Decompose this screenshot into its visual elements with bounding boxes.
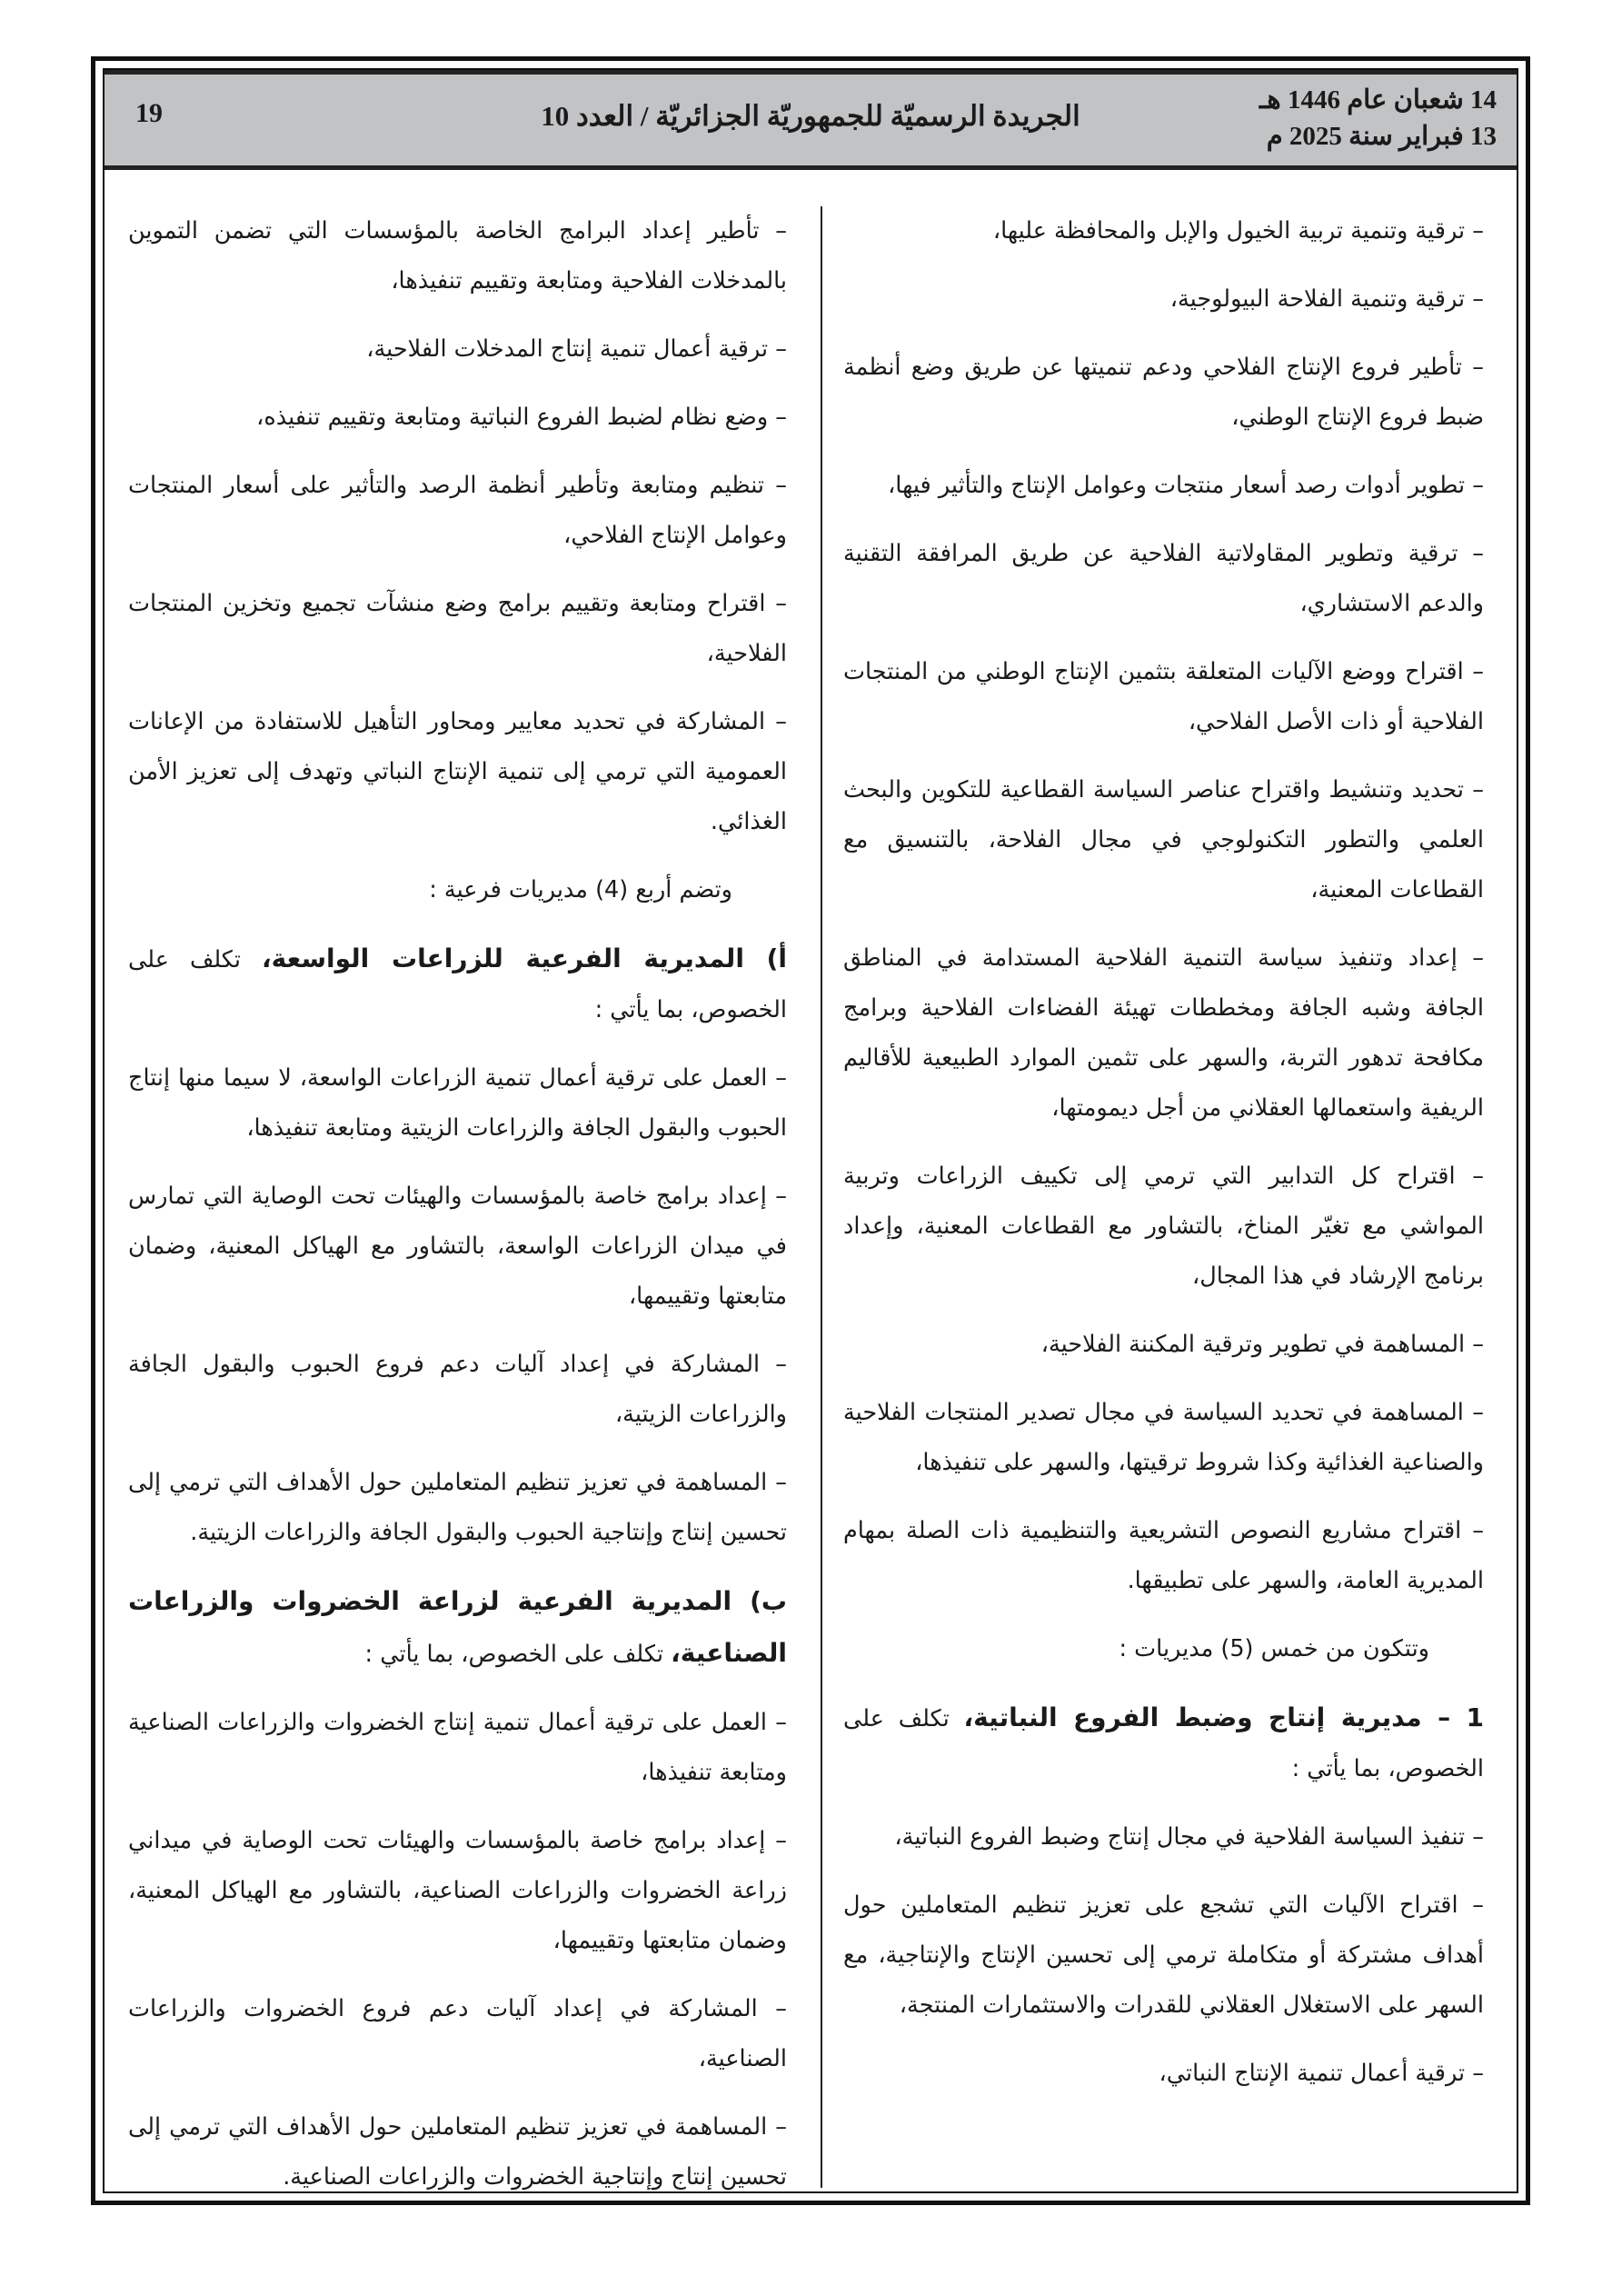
paragraph [843, 2049, 1484, 2099]
paragraph [128, 1172, 787, 1322]
page-frame [91, 56, 1530, 2205]
paragraph [128, 1984, 787, 2084]
page-number: 19 [135, 98, 163, 128]
gazette-title: الجريدة الرسميّة للجمهوريّة الجزائريّة / العدد 10 [541, 100, 1080, 132]
paragraph [843, 1624, 1484, 1674]
paragraph [843, 1320, 1484, 1370]
paragraph-text: – اقتراح ومتابعة وتقييم برامج وضع منشآت تجميع وتخزين المنتجات الفلاحية، [128, 590, 787, 667]
paragraph [128, 206, 787, 306]
paragraph-text: – اقتراح مشاريع النصوص التشريعية والتنظيمية ذات الصلة بمهام المديرية العامة، والسهر على تطبيقها. [843, 1517, 1484, 1594]
section-heading-paragraph [128, 933, 787, 1035]
right-column [843, 206, 1484, 2117]
section-heading: ب) المديرية الفرعية لزراعة الخضروات والزراعات الصناعية، [128, 1586, 787, 1668]
paragraph [128, 697, 787, 847]
paragraph [128, 393, 787, 443]
page-inner-border [103, 68, 1518, 2193]
paragraph [128, 324, 787, 374]
paragraph-text: تكلف على الخصوص، بما يأتي : [843, 1705, 1484, 1782]
paragraph [128, 865, 787, 915]
hijri-date: 14 شعبان عام 1446 هـ [1259, 85, 1497, 115]
paragraph-text: – تطوير أدوات رصد أسعار منتجات وعوامل الإنتاج والتأثير فيها، [888, 472, 1484, 499]
paragraph-text: – المشاركة في تحديد معايير ومحاور التأهيل للاستفادة من الإعانات العمومية التي ترمي إلى تنمية الإنتاج النباتي وتهدف إلى تعزيز الأمن الغذائي. [128, 708, 787, 835]
paragraph [128, 579, 787, 679]
paragraph [843, 461, 1484, 511]
paragraph-text: – تأطير إعداد البرامج الخاصة بالمؤسسات التي تضمن التموين بالمدخلات الفلاحية ومتابعة وتقييم تنفيذها، [128, 217, 787, 294]
paragraph-text: – اقتراح كل التدابير التي ترمي إلى تكييف الزراعات وتربية المواشي مع تغيّر المناخ، بالتشاور مع القطاعات المعنية، وإعداد برنامج الإرشاد في هذا المجال، [843, 1163, 1484, 1290]
paragraph [128, 1340, 787, 1440]
paragraph-text: – إعداد برامج خاصة بالمؤسسات والهيئات تحت الوصاية في ميداني زراعة الخضروات والزراعات الصناعية، بالتشاور مع الهياكل المعنية، وضمان متابعتها وتقييمها، [128, 1827, 787, 1954]
paragraph [843, 1881, 1484, 2031]
paragraph [128, 1053, 787, 1153]
paragraph [843, 647, 1484, 747]
paragraph-text: – المساهمة في تعزيز تنظيم المتعاملين حول الأهداف التي ترمي إلى تحسين إنتاج وإنتاجية الحبوب والبقول الجافة والزراعات الزيتية. [128, 1469, 787, 1546]
left-column [128, 206, 787, 2221]
paragraph-text: تكلف على الخصوص، بما يأتي : [128, 946, 787, 1023]
gazette-header [104, 70, 1517, 170]
paragraph [128, 1698, 787, 1798]
paragraph [843, 275, 1484, 324]
paragraph-text: – تأطير فروع الإنتاج الفلاحي ودعم تنميتها عن طريق وضع أنظمة ضبط فروع الإنتاج الوطني، [843, 354, 1484, 431]
paragraph [843, 206, 1484, 256]
section-heading: أ) المديرية الفرعية للزراعات الواسعة، [262, 943, 788, 973]
section-heading-paragraph [128, 1576, 787, 1680]
paragraph-text: – ترقية وتنمية تربية الخيول والإبل والمحافظة عليها، [992, 217, 1484, 245]
column-divider [821, 206, 822, 2188]
paragraph-text: – تنفيذ السياسة الفلاحية في مجال إنتاج وضبط الفروع النباتية، [894, 1823, 1484, 1851]
paragraph [843, 1812, 1484, 1862]
paragraph-text: – المساهمة في تطوير وترقية المكننة الفلاحية، [1040, 1331, 1484, 1358]
paragraph [128, 1816, 787, 1966]
gregorian-date: 13 فبراير سنة 2025 م [1266, 122, 1497, 151]
paragraph-text: – المشاركة في إعداد آليات دعم فروع الخضروات والزراعات الصناعية، [128, 1995, 787, 2072]
paragraph-text: – تنظيم ومتابعة وتأطير أنظمة الرصد والتأثير على أسعار المنتجات وعوامل الإنتاج الفلاحي، [128, 472, 787, 549]
paragraph [843, 529, 1484, 629]
paragraph-text: – اقتراح ووضع الآليات المتعلقة بتثمين الإنتاج الوطني من المنتجات الفلاحية أو ذات الأصل الفلاحي، [843, 658, 1484, 735]
paragraph-text: – ترقية أعمال تنمية الإنتاج النباتي، [1159, 2060, 1484, 2087]
paragraph-text: – ترقية أعمال تنمية إنتاج المدخلات الفلاحية، [366, 335, 787, 363]
paragraph [843, 343, 1484, 443]
paragraph [843, 1152, 1484, 1302]
paragraph-text: – إعداد وتنفيذ سياسة التنمية الفلاحية المستدامة في المناطق الجافة وشبه الجافة ومخططات تهيئة الفضاءات الفلاحية وبرامج مكافحة تدهور التربة، والسهر على تثمين الموارد الطبيعية للأقاليم الريفية واستعمالها العقلاني من أجل ديمومتها، [843, 944, 1484, 1122]
paragraph-text: – العمل على ترقية أعمال تنمية الزراعات الواسعة، لا سيما منها إنتاج الحبوب والبقول الجافة والزراعات الزيتية ومتابعة تنفيذها، [128, 1064, 787, 1142]
paragraph-text: – تحديد وتنشيط واقتراح عناصر السياسة القطاعية للتكوين والبحث العلمي والتطور التكنولوجي في مجال الفلاحة، بالتنسيق مع القطاعات المعنية، [843, 776, 1484, 903]
paragraph-text: – اقتراح الآليات التي تشجع على تعزيز تنظيم المتعاملين حول أهداف مشتركة أو متكاملة ترمي إلى تحسين الإنتاج والإنتاجية، مع السهر على الاستغلال العقلاني للقدرات والاستثمارات المنتجة، [843, 1892, 1484, 2019]
section-heading-paragraph [843, 1692, 1484, 1794]
paragraph [843, 1506, 1484, 1606]
paragraph-text: وتضم أربع (4) مديريات فرعية : [429, 876, 732, 903]
paragraph-text: – وضع نظام لضبط الفروع النباتية ومتابعة وتقييم تنفيذه، [256, 404, 787, 431]
paragraph-text: – ترقية وتنمية الفلاحة البيولوجية، [1169, 285, 1484, 313]
paragraph [128, 1458, 787, 1558]
paragraph [843, 1388, 1484, 1488]
paragraph-text: – العمل على ترقية أعمال تنمية إنتاج الخضروات والزراعات الصناعية ومتابعة تنفيذها، [128, 1709, 787, 1786]
paragraph-text: – إعداد برامج خاصة بالمؤسسات والهيئات تحت الوصاية التي تمارس في ميدان الزراعات الواسعة، بالتشاور مع الهياكل المعنية، وضمان متابعتها وتقييمها، [128, 1183, 787, 1310]
paragraph-text: تكلف على الخصوص، بما يأتي : [364, 1641, 672, 1668]
paragraph [128, 461, 787, 561]
paragraph-text: – المشاركة في إعداد آليات دعم فروع الحبوب والبقول الجافة والزراعات الزيتية، [128, 1351, 787, 1428]
section-heading: 1 – مديرية إنتاج وضبط الفروع النباتية، [963, 1702, 1485, 1732]
paragraph [843, 933, 1484, 1133]
paragraph [843, 765, 1484, 915]
paragraph-text: – ترقية وتطوير المقاولاتية الفلاحية عن طريق المرافقة التقنية والدعم الاستشاري، [843, 540, 1484, 617]
paragraph-text: وتتكون من خمس (5) مديريات : [1119, 1635, 1429, 1662]
paragraph-text: – المساهمة في تعزيز تنظيم المتعاملين حول الأهداف التي ترمي إلى تحسين إنتاج وإنتاجية الخضروات والزراعات الصناعية. [128, 2113, 787, 2191]
paragraph [128, 2102, 787, 2202]
paragraph-text: – المساهمة في تحديد السياسة في مجال تصدير المنتجات الفلاحية والصناعية الغذائية وكذا شروط ترقيتها، والسهر على تنفيذها، [843, 1399, 1484, 1476]
